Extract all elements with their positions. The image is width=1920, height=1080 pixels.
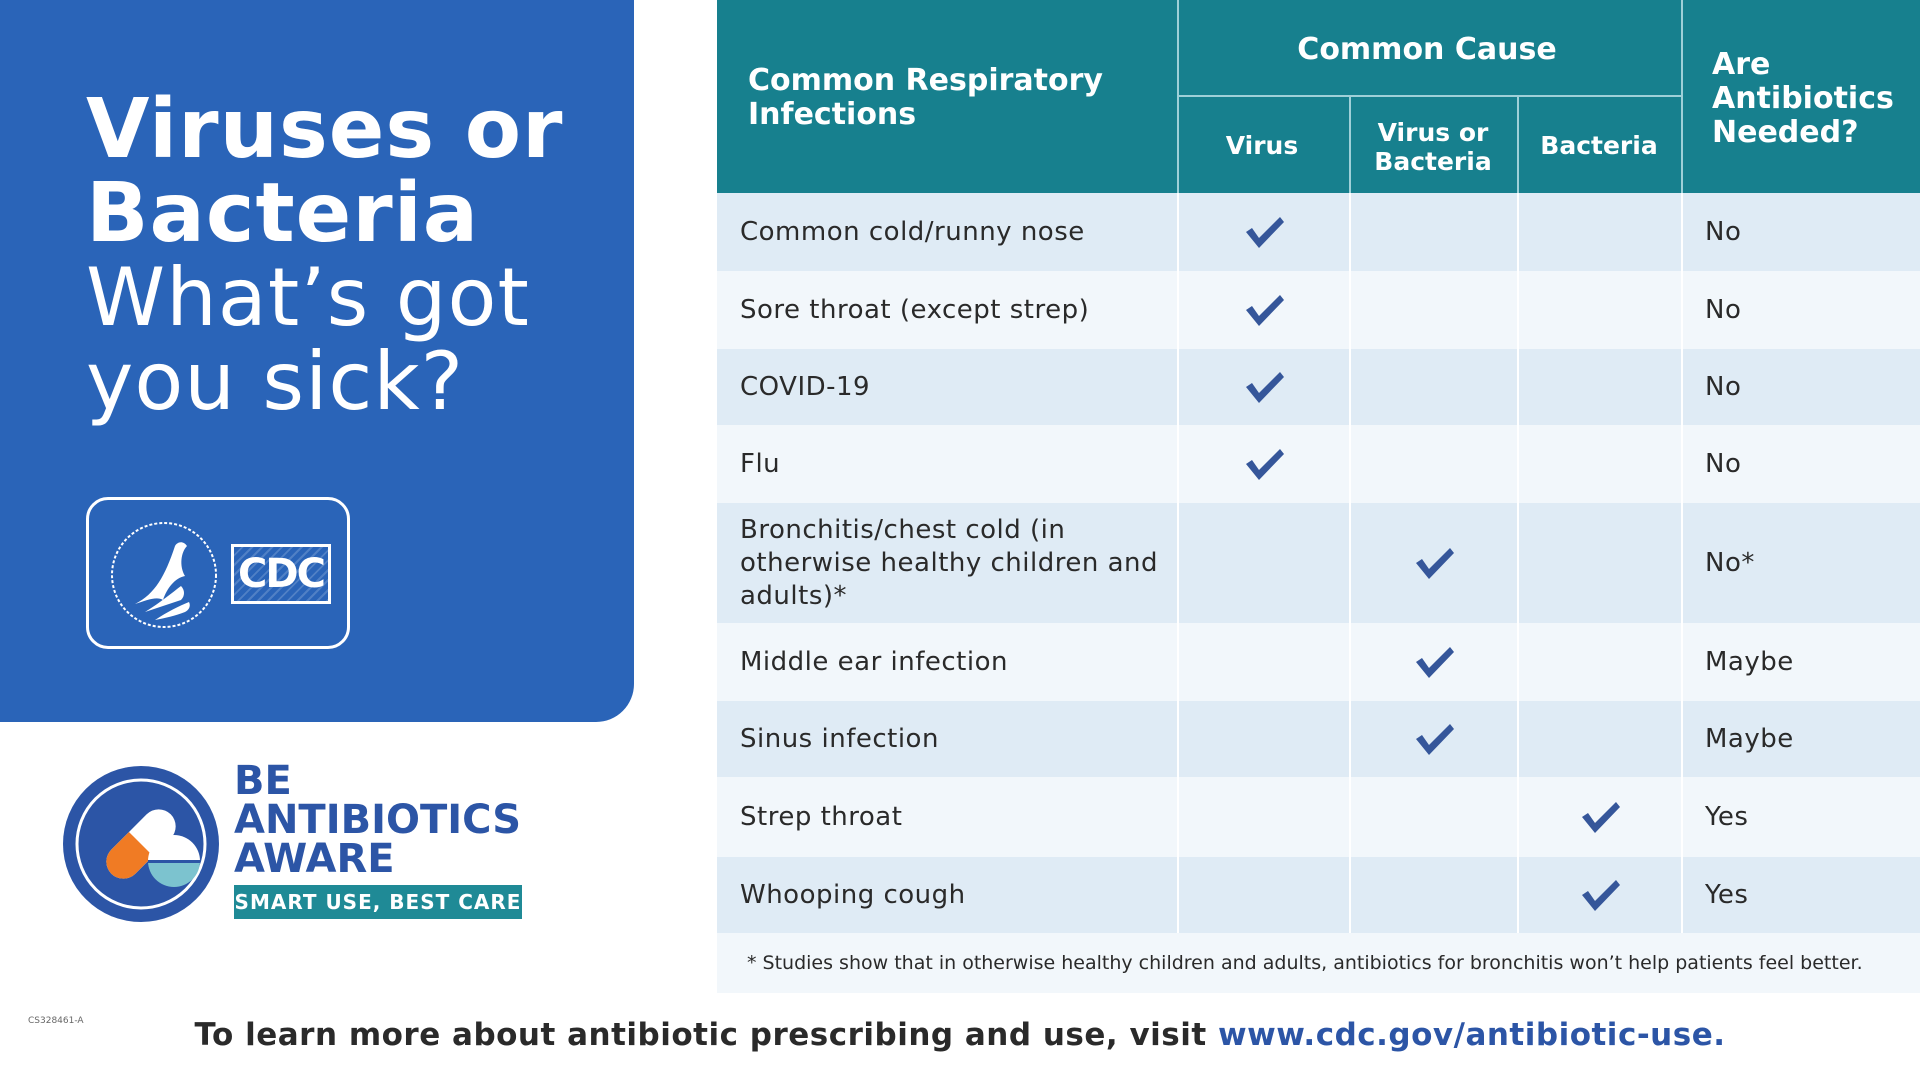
table-row xyxy=(717,349,1920,425)
header-infections: Common Respiratory Infections xyxy=(748,63,1103,132)
cause-cell-bacteria xyxy=(1517,349,1681,425)
cause-cell-bacteria xyxy=(1517,193,1681,271)
cause-cell-virus-or-bacteria xyxy=(1349,857,1517,933)
table-row xyxy=(717,623,1920,701)
title-line-2: Bacteria xyxy=(86,166,480,261)
infection-name: Whooping cough xyxy=(740,879,966,910)
hhs-seal-icon xyxy=(105,516,223,634)
cause-cell-virus-or-bacteria xyxy=(1349,777,1517,857)
table-row xyxy=(717,425,1920,503)
infection-name: Common cold/runny nose xyxy=(740,216,1085,247)
footer-end: . xyxy=(1713,1017,1726,1053)
header-virus-or-bacteria: Virus or Bacteria xyxy=(1374,118,1492,176)
title-panel xyxy=(0,0,634,722)
campaign-tagline: SMART USE, BEST CARE xyxy=(234,885,522,919)
checkmark-icon xyxy=(1412,721,1456,757)
infection-name: Sinus infection xyxy=(740,723,939,754)
antibiotics-needed-value: Yes xyxy=(1681,777,1920,857)
table-row xyxy=(717,193,1920,271)
cause-cell-virus xyxy=(1177,777,1349,857)
header-divider xyxy=(1177,95,1681,97)
cause-cell-bacteria xyxy=(1517,271,1681,349)
title-line-1: Viruses or xyxy=(86,82,564,177)
cause-cell-virus-or-bacteria xyxy=(1349,623,1517,701)
cause-cell-virus-or-bacteria xyxy=(1349,193,1517,271)
infection-name: Sore throat (except strep) xyxy=(740,294,1090,325)
cause-cell-virus-or-bacteria xyxy=(1349,271,1517,349)
cause-cell-bacteria xyxy=(1517,857,1681,933)
table-footnote: * Studies show that in otherwise healthy children and adults, antibiotics for bronchitis won’t help patients feel better. xyxy=(717,933,1920,993)
cause-cell-bacteria xyxy=(1517,701,1681,777)
header-divider xyxy=(1681,0,1683,193)
infection-name: Middle ear infection xyxy=(740,646,1008,677)
header-common-cause: Common Cause xyxy=(1297,32,1557,67)
table-row xyxy=(717,271,1920,349)
cause-cell-virus-or-bacteria xyxy=(1349,701,1517,777)
table-header xyxy=(717,0,1920,193)
antibiotics-needed-value: Yes xyxy=(1681,857,1920,933)
infection-name: Bronchitis/chest cold (in otherwise healthy children and adults)* xyxy=(740,514,1159,611)
footer-link[interactable]: www.cdc.gov/antibiotic-use xyxy=(1218,1017,1714,1053)
header-divider xyxy=(1517,96,1519,193)
campaign-line-3: AWARE xyxy=(234,836,395,882)
infection-name: Strep throat xyxy=(740,801,903,832)
checkmark-icon xyxy=(1412,545,1456,581)
campaign-line-1: BE xyxy=(234,758,292,804)
cause-cell-bacteria xyxy=(1517,777,1681,857)
table-row xyxy=(717,857,1920,933)
antibiotics-needed-value: Maybe xyxy=(1681,701,1920,777)
cause-cell-bacteria xyxy=(1517,425,1681,503)
header-bacteria: Bacteria xyxy=(1540,131,1658,160)
infections-table xyxy=(717,0,1920,993)
cause-cell-virus-or-bacteria xyxy=(1349,349,1517,425)
table-row xyxy=(717,503,1920,623)
header-virus: Virus xyxy=(1225,131,1299,160)
checkmark-icon xyxy=(1578,799,1622,835)
cause-cell-virus xyxy=(1177,193,1349,271)
document-code: CS328461-A xyxy=(28,1016,84,1026)
cause-cell-virus xyxy=(1177,503,1349,623)
cause-cell-virus xyxy=(1177,857,1349,933)
cause-cell-virus xyxy=(1177,425,1349,503)
page-title xyxy=(86,82,564,428)
antibiotics-needed-value: Maybe xyxy=(1681,623,1920,701)
agency-logos xyxy=(86,497,350,649)
checkmark-icon xyxy=(1242,292,1286,328)
campaign-wordmark xyxy=(234,758,522,882)
infection-name: Flu xyxy=(740,448,781,479)
checkmark-icon xyxy=(1242,446,1286,482)
title-line-4: you sick? xyxy=(86,335,465,428)
cause-cell-virus xyxy=(1177,349,1349,425)
antibiotics-needed-value: No xyxy=(1681,193,1920,271)
infection-name: COVID-19 xyxy=(740,371,871,402)
cause-cell-virus xyxy=(1177,701,1349,777)
cause-cell-bacteria xyxy=(1517,623,1681,701)
cdc-logo: CDC xyxy=(231,544,331,604)
antibiotics-needed-value: No xyxy=(1681,271,1920,349)
antibiotics-needed-value: No xyxy=(1681,425,1920,503)
header-divider xyxy=(1349,96,1351,193)
cause-cell-virus-or-bacteria xyxy=(1349,503,1517,623)
checkmark-icon xyxy=(1242,369,1286,405)
cause-cell-bacteria xyxy=(1517,503,1681,623)
antibiotics-needed-value: No xyxy=(1681,349,1920,425)
pill-icon xyxy=(62,765,220,923)
footer-text: To learn more about antibiotic prescribing and use, visit xyxy=(194,1017,1218,1053)
table-row xyxy=(717,777,1920,857)
checkmark-icon xyxy=(1242,214,1286,250)
checkmark-icon xyxy=(1412,644,1456,680)
table-row xyxy=(717,701,1920,777)
cause-cell-virus xyxy=(1177,271,1349,349)
campaign-line-2: ANTIBIOTICS xyxy=(234,797,522,843)
cause-cell-virus-or-bacteria xyxy=(1349,425,1517,503)
cause-cell-virus xyxy=(1177,623,1349,701)
table-body xyxy=(717,193,1920,933)
checkmark-icon xyxy=(1578,877,1622,913)
header-antibiotics-needed: Are Antibiotics Needed? xyxy=(1712,47,1894,150)
footer-cta xyxy=(0,1017,1920,1053)
title-line-3: What’s got xyxy=(86,251,530,344)
antibiotics-needed-value: No* xyxy=(1681,503,1920,623)
